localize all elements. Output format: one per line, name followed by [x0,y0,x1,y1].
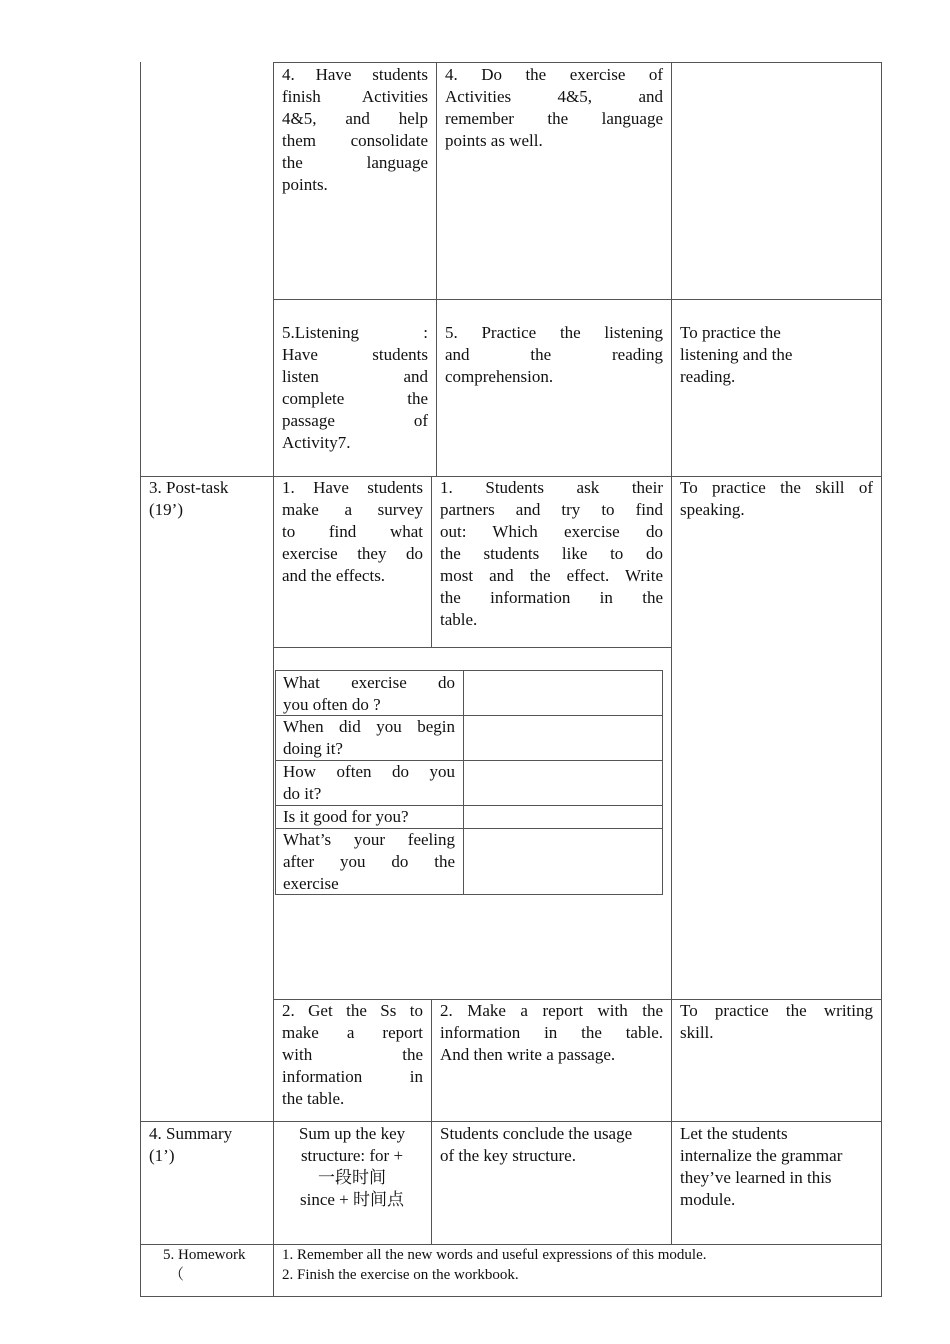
survey-question-3: How often do you do it? [283,762,455,803]
step-homework: 5. Homework （ [163,1247,246,1283]
grid-line [436,62,437,476]
student-activity-post-1: 1. Students ask their partners and try to find out: Which exercise do the students like to do most and the effect. Write the information in the table. [440,478,663,629]
step-post-task: 3. Post-task (19’) [149,478,229,519]
grid-line [671,62,672,1244]
grid-line [140,1296,882,1297]
purpose-post-2: To practice the writing skill. [680,1001,873,1042]
homework-content: 1. Remember all the new words and useful expressions of this module. 2. Finish the exercise on the workbook. [282,1247,707,1283]
teacher-activity-post-1: 1. Have students make a survey to find what exercise they do and the effects. [282,478,423,585]
survey-question-5: What’s your feeling after you do the exercise [283,830,455,893]
grid-line [273,647,672,648]
grid-line [273,62,882,63]
survey-grid-line [275,670,663,671]
purpose-post-1: To practice the skill of speaking. [680,478,873,519]
student-activity-summary: Students conclude the usage of the key structure. [440,1124,633,1165]
student-activity-4: 4. Do the exercise of Activities 4&5, and remember the language points as well. [445,65,663,150]
student-activity-post-2: 2. Make a report with the information in the table. And then write a passage. [440,1001,663,1064]
grid-line [140,62,141,1297]
survey-question-1: What exercise do you often do ? [283,673,455,714]
survey-grid-line [463,670,464,894]
survey-question-2: When did you begin doing it? [283,717,455,758]
survey-question-4: Is it good for you? [283,807,409,826]
purpose-5: To practice the listening and the reading. [680,323,793,386]
grid-line [431,476,432,648]
teacher-activity-5: 5.Listening : Have students listen and complete the passage of Activity7. [282,323,428,452]
grid-line [273,62,274,1297]
teacher-activity-summary: Sum up the key structure: for + 一段时间 since + 时间点 [298,1124,406,1209]
grid-line [881,62,882,1297]
survey-grid-line [662,670,663,894]
teacher-activity-4: 4. Have students finish Activities 4&5, and help them consolidate the language points. [282,65,428,194]
grid-line [140,1121,882,1122]
grid-line [273,299,882,300]
teacher-activity-post-2: 2. Get the Ss to make a report with the information in the table. [282,1001,423,1108]
survey-grid-line [275,670,276,894]
step-summary: 4. Summary (1’) [149,1124,233,1165]
student-activity-5: 5. Practice the listening and the reading comprehension. [445,323,663,386]
purpose-summary: Let the students internalize the grammar they’ve learned in this module. [680,1124,843,1209]
